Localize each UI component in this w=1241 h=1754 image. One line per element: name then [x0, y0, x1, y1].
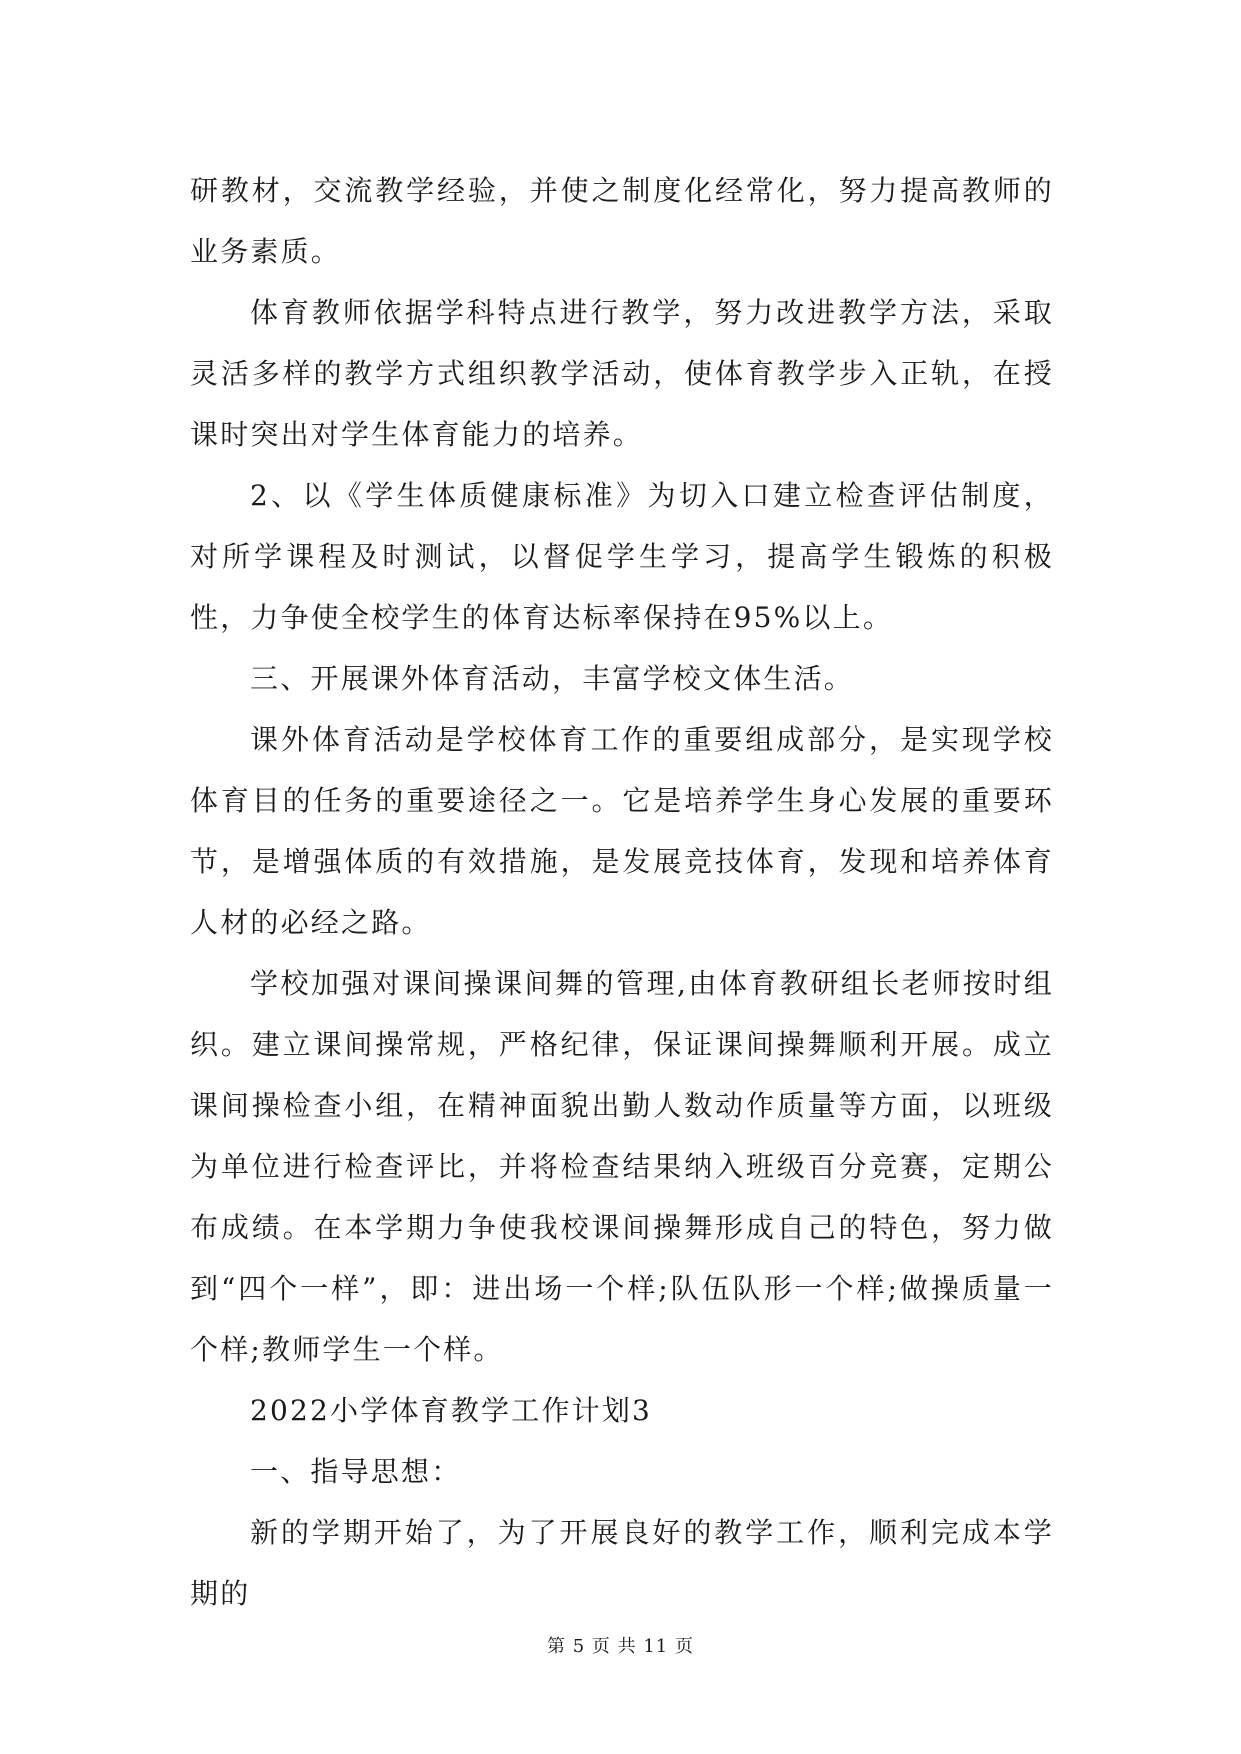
paragraph-5: 学校加强对课间操课间舞的管理,由体育教研组长老师按时组织。建立课间操常规，严格纪律，保证课间操舞顺利开展。成立课间操检查小组，在精神面貌出勤人数动作质量等方面，以班级为单位进行检查评比，并将检查结果纳入班级百分竞赛，定期公布成绩。在本学期力争使我校课间操舞形成自己的特色，努力做到“四个一样”，即：进出场一个样;队伍队形一个样;做操质量一个样;教师学生一个样。 — [190, 967, 1054, 1366]
paragraph-2: 体育教师依据学科特点进行教学，努力改进教学方法，采取灵活多样的教学方式组织教学活动，使体育教学步入正轨，在授课时突出对学生体育能力的培养。 — [190, 296, 1054, 451]
paragraph-3: 2、以《学生体质健康标准》为切入口建立检查评估制度，对所学课程及时测试，以督促学生学习，提高学生锻炼的积极性，力争使全校学生的体育达标率保持在95%以上。 — [190, 479, 1054, 634]
paragraph-4: 课外体育活动是学校体育工作的重要组成部分，是实现学校体育目的任务的重要途径之一。它是培养学生身心发展的重要环节，是增强体质的有效措施，是发展竞技体育，发现和培养体育人材的必经之路。 — [190, 723, 1054, 939]
document-body — [190, 160, 1054, 1624]
paragraph-1: 研教材，交流教学经验，并使之制度化经常化，努力提高教师的业务素质。 — [190, 174, 1054, 268]
section-heading-3: 三、开展课外体育活动，丰富学校文体生活。 — [250, 662, 855, 695]
document-subtitle: 2022小学体育教学工作计划3 — [250, 1394, 653, 1427]
page-footer: 第 5 页 共 11 页 — [547, 1636, 694, 1657]
section-heading-1: 一、指导思想： — [250, 1455, 462, 1488]
paragraph-6: 新的学期开始了，为了开展良好的教学工作，顺利完成本学期的 — [190, 1516, 1054, 1610]
